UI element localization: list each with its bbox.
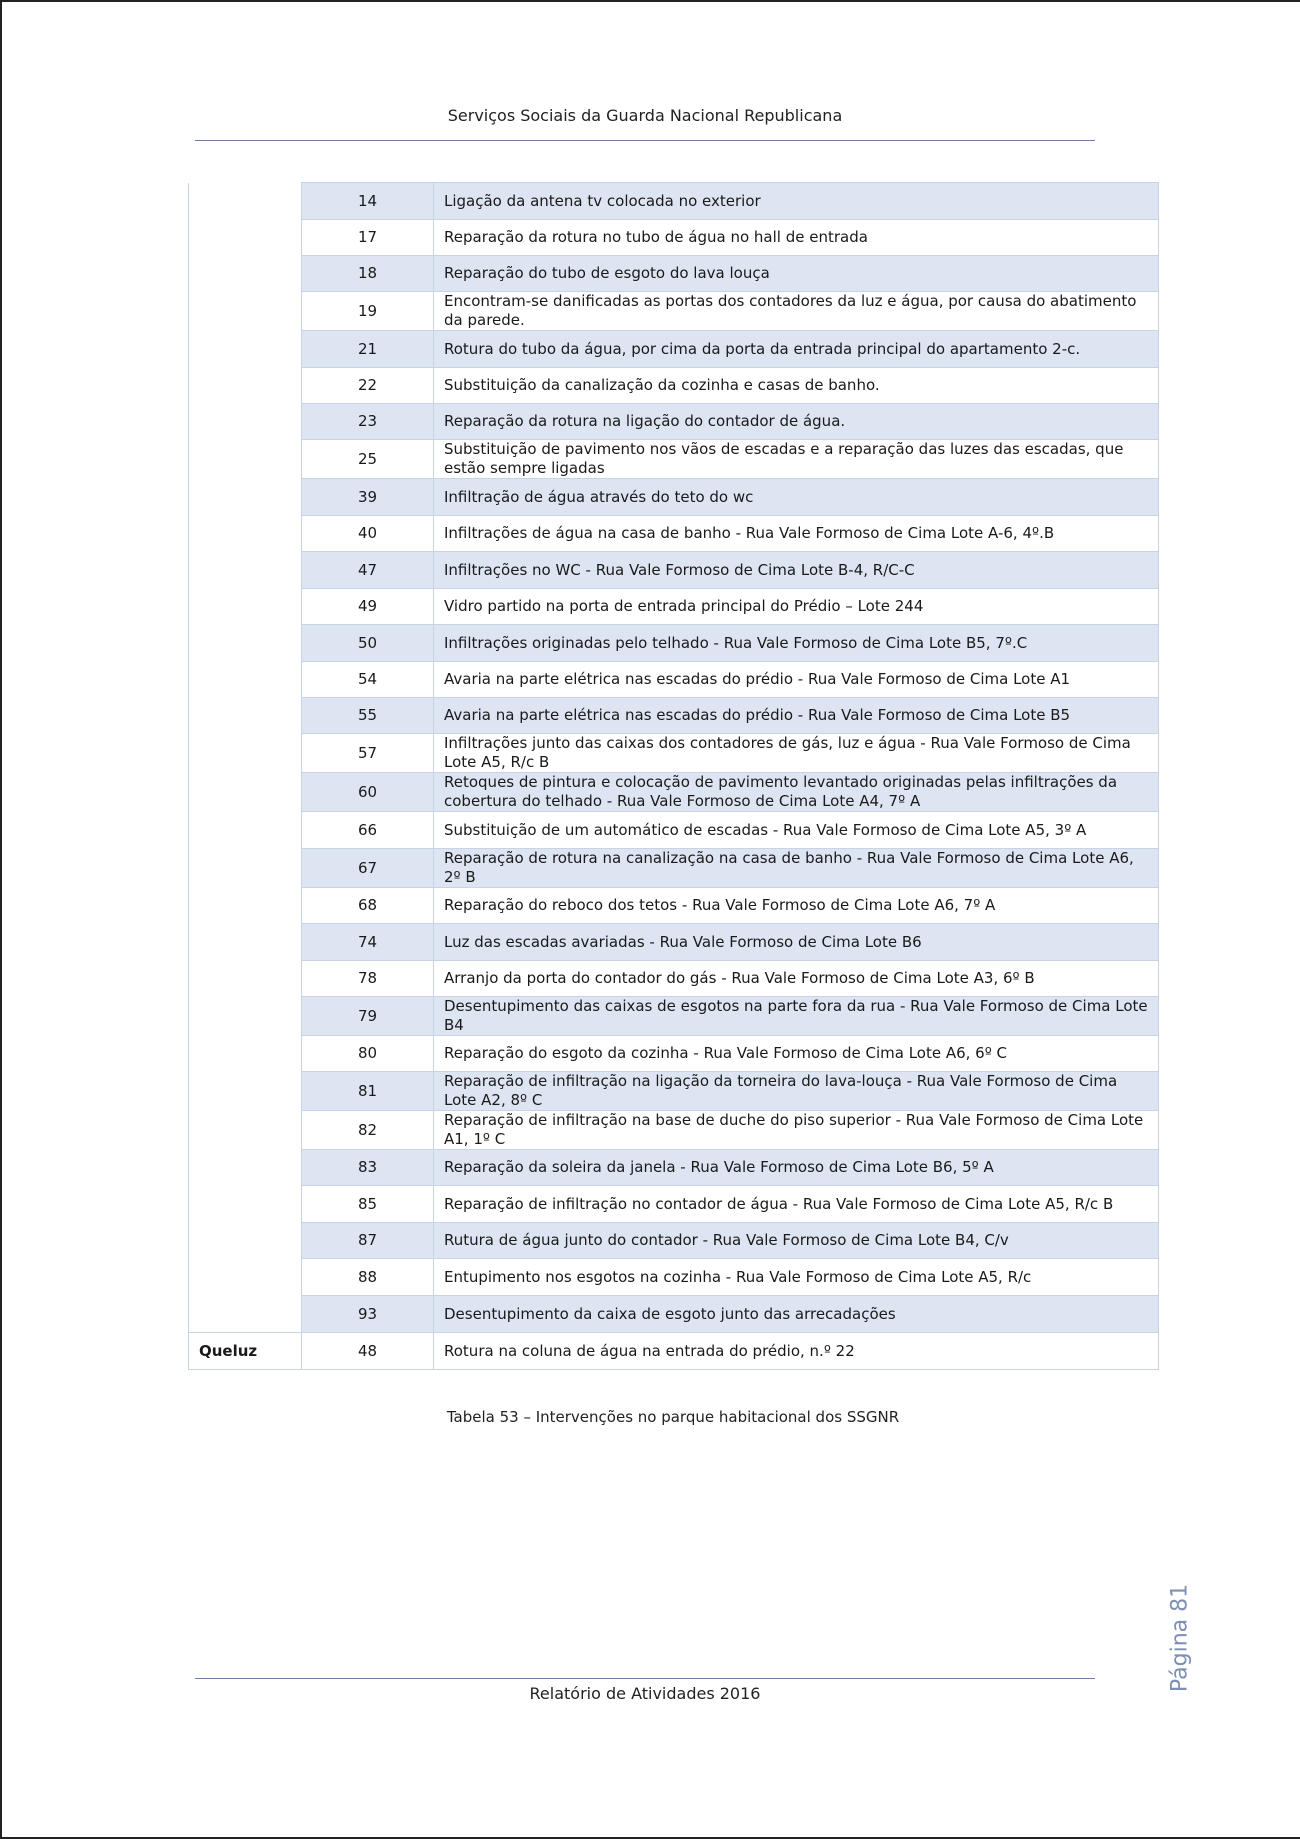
row-location (189, 997, 302, 1036)
row-number: 66 (302, 812, 434, 849)
row-description: Entupimento nos esgotos na cozinha - Rua Vale Formoso de Cima Lote A5, R/c (434, 1259, 1159, 1296)
row-location (189, 552, 302, 589)
row-location (189, 589, 302, 625)
row-description: Infiltração de água através do teto do wc (434, 479, 1159, 516)
row-description: Infiltrações de água na casa de banho - Rua Vale Formoso de Cima Lote A-6, 4º.B (434, 516, 1159, 552)
row-number: 74 (302, 924, 434, 961)
row-location (189, 256, 302, 292)
row-location (189, 1150, 302, 1186)
row-location (189, 1259, 302, 1296)
table-row (189, 1186, 1159, 1223)
row-location (189, 924, 302, 961)
row-number: 22 (302, 368, 434, 404)
table-row (189, 849, 1159, 888)
row-location (189, 331, 302, 368)
row-number: 18 (302, 256, 434, 292)
row-number: 57 (302, 734, 434, 773)
row-description: Infiltrações no WC - Rua Vale Formoso de Cima Lote B-4, R/C-C (434, 552, 1159, 589)
table-row (189, 516, 1159, 552)
row-number: 48 (302, 1333, 434, 1370)
page-number-label: Página 81 (1167, 1583, 1193, 1693)
row-location (189, 183, 302, 220)
row-description: Avaria na parte elétrica nas escadas do prédio - Rua Vale Formoso de Cima Lote A1 (434, 662, 1159, 698)
row-location (189, 662, 302, 698)
row-number: 83 (302, 1150, 434, 1186)
page-header: Serviços Sociais da Guarda Nacional Republicana (447, 106, 843, 125)
row-number: 82 (302, 1111, 434, 1150)
row-location (189, 1036, 302, 1072)
row-location (189, 812, 302, 849)
row-location (189, 1072, 302, 1111)
row-description: Reparação do tubo de esgoto do lava louça (434, 256, 1159, 292)
row-description: Reparação do reboco dos tetos - Rua Vale Formoso de Cima Lote A6, 7º A (434, 888, 1159, 924)
row-location: Queluz (189, 1333, 302, 1370)
row-description: Luz das escadas avariadas - Rua Vale Formoso de Cima Lote B6 (434, 924, 1159, 961)
row-location (189, 734, 302, 773)
row-location (189, 292, 302, 331)
table-row (189, 292, 1159, 331)
table-row (189, 698, 1159, 734)
table-row (189, 961, 1159, 997)
table-row (189, 220, 1159, 256)
row-location (189, 368, 302, 404)
row-location (189, 440, 302, 479)
row-number: 79 (302, 997, 434, 1036)
table-row (189, 1111, 1159, 1150)
row-number: 80 (302, 1036, 434, 1072)
row-number: 21 (302, 331, 434, 368)
table-row (189, 662, 1159, 698)
row-description: Reparação da rotura na ligação do contador de água. (434, 404, 1159, 440)
table-row (189, 183, 1159, 220)
row-location (189, 1111, 302, 1150)
row-number: 40 (302, 516, 434, 552)
table-row (189, 440, 1159, 479)
row-description: Rotura do tubo da água, por cima da porta da entrada principal do apartamento 2-c. (434, 331, 1159, 368)
row-number: 49 (302, 589, 434, 625)
table-row (189, 1296, 1159, 1333)
table-caption: Tabela 53 – Intervenções no parque habitacional dos SSGNR (446, 1408, 900, 1426)
row-number: 55 (302, 698, 434, 734)
row-description: Infiltrações junto das caixas dos contadores de gás, luz e água - Rua Vale Formoso de Cima Lote A5, R/c B (434, 734, 1159, 773)
row-location (189, 220, 302, 256)
row-number: 54 (302, 662, 434, 698)
row-number: 50 (302, 625, 434, 662)
table-row (189, 1072, 1159, 1111)
page-footer: Relatório de Atividades 2016 (529, 1684, 761, 1703)
table-row (189, 924, 1159, 961)
row-description: Retoques de pintura e colocação de pavimento levantado originadas pelas infiltrações da cobertura do telhado - Rua Vale Formoso de Cima Lote A4, 7º A (434, 773, 1159, 812)
table-row (189, 368, 1159, 404)
row-description: Vidro partido na porta de entrada principal do Prédio – Lote 244 (434, 589, 1159, 625)
row-number: 47 (302, 552, 434, 589)
row-number: 14 (302, 183, 434, 220)
row-location (189, 1186, 302, 1223)
row-location (189, 698, 302, 734)
row-number: 85 (302, 1186, 434, 1223)
row-description: Encontram-se danificadas as portas dos contadores da luz e água, por causa do abatimento da parede. (434, 292, 1159, 331)
row-number: 88 (302, 1259, 434, 1296)
row-number: 68 (302, 888, 434, 924)
row-location (189, 961, 302, 997)
row-number: 25 (302, 440, 434, 479)
table-row (189, 1150, 1159, 1186)
row-location (189, 849, 302, 888)
interventions-table-body (189, 183, 1159, 1370)
row-description: Reparação de infiltração na base de duche do piso superior - Rua Vale Formoso de Cima Lote A1, 1º C (434, 1111, 1159, 1150)
row-location (189, 1296, 302, 1333)
row-location (189, 404, 302, 440)
table-row (189, 812, 1159, 849)
row-description: Ligação da antena tv colocada no exterior (434, 183, 1159, 220)
table-row (189, 997, 1159, 1036)
table-row (189, 888, 1159, 924)
row-description: Avaria na parte elétrica nas escadas do prédio - Rua Vale Formoso de Cima Lote B5 (434, 698, 1159, 734)
table-row (189, 552, 1159, 589)
row-description: Infiltrações originadas pelo telhado - Rua Vale Formoso de Cima Lote B5, 7º.C (434, 625, 1159, 662)
row-location (189, 516, 302, 552)
row-description: Arranjo da porta do contador do gás - Rua Vale Formoso de Cima Lote A3, 6º B (434, 961, 1159, 997)
row-number: 93 (302, 1296, 434, 1333)
table-row (189, 331, 1159, 368)
table-row (189, 734, 1159, 773)
row-location (189, 625, 302, 662)
row-description: Desentupimento da caixa de esgoto junto das arrecadações (434, 1296, 1159, 1333)
row-number: 39 (302, 479, 434, 516)
footer-rule (195, 1678, 1095, 1679)
table-row (189, 625, 1159, 662)
row-description: Rutura de água junto do contador - Rua Vale Formoso de Cima Lote B4, C/v (434, 1223, 1159, 1259)
row-number: 23 (302, 404, 434, 440)
table-row (189, 1036, 1159, 1072)
table-row (189, 773, 1159, 812)
table-row (189, 479, 1159, 516)
row-description: Reparação de infiltração no contador de água - Rua Vale Formoso de Cima Lote A5, R/c B (434, 1186, 1159, 1223)
row-number: 78 (302, 961, 434, 997)
row-description: Reparação de rotura na canalização na casa de banho - Rua Vale Formoso de Cima Lote A6, 2º B (434, 849, 1159, 888)
row-description: Substituição de um automático de escadas - Rua Vale Formoso de Cima Lote A5, 3º A (434, 812, 1159, 849)
interventions-table (188, 182, 1159, 1370)
row-location (189, 888, 302, 924)
row-description: Desentupimento das caixas de esgotos na parte fora da rua - Rua Vale Formoso de Cima Lote B4 (434, 997, 1159, 1036)
table-row (189, 1259, 1159, 1296)
row-number: 67 (302, 849, 434, 888)
row-description: Reparação do esgoto da cozinha - Rua Vale Formoso de Cima Lote A6, 6º C (434, 1036, 1159, 1072)
row-number: 81 (302, 1072, 434, 1111)
row-description: Rotura na coluna de água na entrada do prédio, n.º 22 (434, 1333, 1159, 1370)
row-location (189, 479, 302, 516)
row-description: Substituição de pavimento nos vãos de escadas e a reparação das luzes das escadas, que estão sempre ligadas (434, 440, 1159, 479)
table-row (189, 1223, 1159, 1259)
row-number: 87 (302, 1223, 434, 1259)
row-location (189, 1223, 302, 1259)
header-rule (195, 140, 1095, 141)
table-row (189, 1333, 1159, 1370)
row-description: Substituição da canalização da cozinha e casas de banho. (434, 368, 1159, 404)
row-number: 60 (302, 773, 434, 812)
row-number: 19 (302, 292, 434, 331)
table-row (189, 404, 1159, 440)
table-row (189, 589, 1159, 625)
row-description: Reparação da rotura no tubo de água no hall de entrada (434, 220, 1159, 256)
page-number (1140, 1558, 1220, 1718)
row-location (189, 773, 302, 812)
row-description: Reparação de infiltração na ligação da torneira do lava-louça - Rua Vale Formoso de Cima Lote A2, 8º C (434, 1072, 1159, 1111)
table-row (189, 256, 1159, 292)
row-description: Reparação da soleira da janela - Rua Vale Formoso de Cima Lote B6, 5º A (434, 1150, 1159, 1186)
row-number: 17 (302, 220, 434, 256)
